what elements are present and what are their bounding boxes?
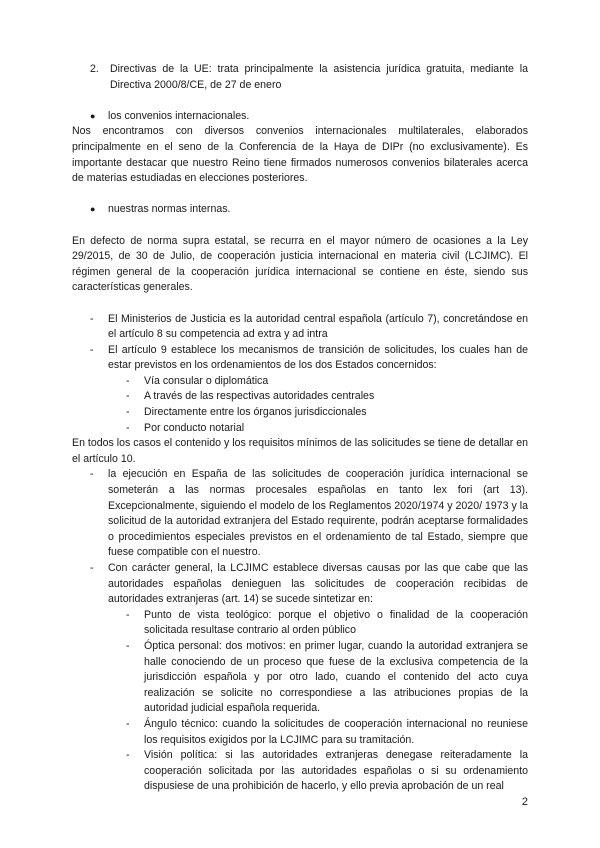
sub-list-causes [108,608,528,795]
list-item [90,343,528,437]
list-item-text: El artículo 9 establece los mecanismos de transición de solicitudes, los cuales han de estar previstos en los ordenamientos de los dos Estados concernidos: [108,343,528,372]
bullet-convenios [90,109,528,125]
sub-list-item-text: A través de las respectivas autoridades centrales [144,390,375,403]
sub-list-item-text: Punto de vista teológico: porque el objetivo o finalidad de la cooperación solicitada resultase contrario al orden público [144,608,528,637]
list-item-text: El Ministerios de Justicia es la autoridad central española (artículo 7), concretándose en el artículo 8 su competencia ad extra y ad intra [108,312,528,341]
bullet-heading: los convenios internacionales. [108,109,250,122]
convenios-paragraph: Nos encontramos con diversos convenios internacionales multilaterales, elaborados principalmente en el seno de la Conferencia de la Haya de DIPr (no exclusivamente). Es importante destacar que nuestro Reino tiene firmados numerosos convenios bilaterales acerca de materias estudiadas en elecciones posteriores. [72,125,528,185]
sub-list-item [126,608,528,639]
sub-list-item [126,639,528,717]
document-page [72,62,528,795]
list-item [90,561,528,795]
bullet-icon: ● [90,110,96,121]
item-number: 2. [90,63,99,75]
dash-marker: - [126,717,130,730]
item-text: Directivas de la UE: trata principalmente la asistencia jurídica gratuita, mediante la Directiva 2000/8/CE, de 27 de enero [110,63,528,91]
dash-marker: - [126,639,130,652]
dash-marker: - [126,390,130,403]
page-number: 2 [521,796,528,808]
dash-marker: - [90,468,94,481]
bullet-icon: ● [90,204,96,215]
normas-paragraph: En defecto de norma supra estatal, se recurra en el mayor número de ocasiones a la Ley 29/2015, de 30 de Julio, de cooperación justicia internacional en materia civil (LCJIMC). El régimen general de la cooperación jurídica internacional se contiene en éste, siendo sus características generales. [72,234,528,294]
sub-list-item [126,748,528,795]
sub-list-item-text: Óptica personal: dos motivos: en primer lugar, cuando la autoridad extranjera se halle conociendo de un proceso que fuese de la exclusiva competencia de la jurisdicción española y por otro lado, cuando el contenido del acto cuya realización se solicite no correspondiese a las atribuciones propias de la autoridad judicial española requerida. [144,639,528,715]
bullet-normas [90,202,528,218]
sub-list-item [126,389,528,405]
dash-marker: - [126,749,130,762]
sub-list-item-text: Directamente entre los órganos jurisdiccionales [144,406,367,419]
numbered-item-2 [90,62,528,93]
sub-list-item-text: Ángulo técnico: cuando la solicitudes de cooperación internacional no reuniese los requisitos exigidos por la LCJIMC para su tramitación. [144,717,528,746]
dash-marker: - [90,343,94,356]
list-item [90,312,528,343]
sub-list-item [126,405,528,421]
sub-list-item [126,374,528,390]
list-execution [72,467,528,794]
dash-marker: - [90,562,94,574]
dash-marker: - [90,312,94,325]
sub-list-item-text: Por conducto notarial [144,421,245,434]
dash-marker: - [126,421,130,434]
dash-marker: - [126,608,130,621]
sub-list-item [126,717,528,748]
list-characteristics [72,312,528,437]
list-item [90,467,528,561]
list-item-text: Con carácter general, la LCJIMC establece diversas causas por las que cabe que las autoridades españolas denieguen las solicitudes de cooperación recibidas de autoridades extranjeras (art. 14) se sucede sintetizar en: [108,562,528,606]
sub-list-item [126,421,528,437]
list-item-text: la ejecución en España de las solicitudes de cooperación jurídica internacional se someterán a las normas procesales españolas en tanto lex fori (art 13). Excepcionalmente, siguiendo el modelo de los Reglamentos 2020/1974 y 2020/ 1973 y la solicitud de la autoridad extranjera del Estado requirente, podrán aceptarse formalidades o procedimientos especiales previstos en el ordenamiento de tal Estado, siempre que fuese compatible con el nuestro. [108,468,528,559]
bullet-heading: nuestras normas internas. [108,203,231,216]
dash-marker: - [126,374,130,387]
requisitos-paragraph: En todos los casos el contenido y los requisitos mínimos de las solicitudes se tiene de detallar en el artículo 10. [72,437,528,465]
sub-list-item-text: Vía consular o diplomática [144,374,269,387]
sub-list-item-text: Visión política: si las autoridades extranjeras denegase reiteradamente la cooperación solicitada por las autoridades españolas o si su ordenamiento dispusiese de una prohibición de hacerlo, y ello previa aprobación de un real [144,749,528,793]
dash-marker: - [126,406,130,419]
sub-list-mechanisms [108,374,528,436]
